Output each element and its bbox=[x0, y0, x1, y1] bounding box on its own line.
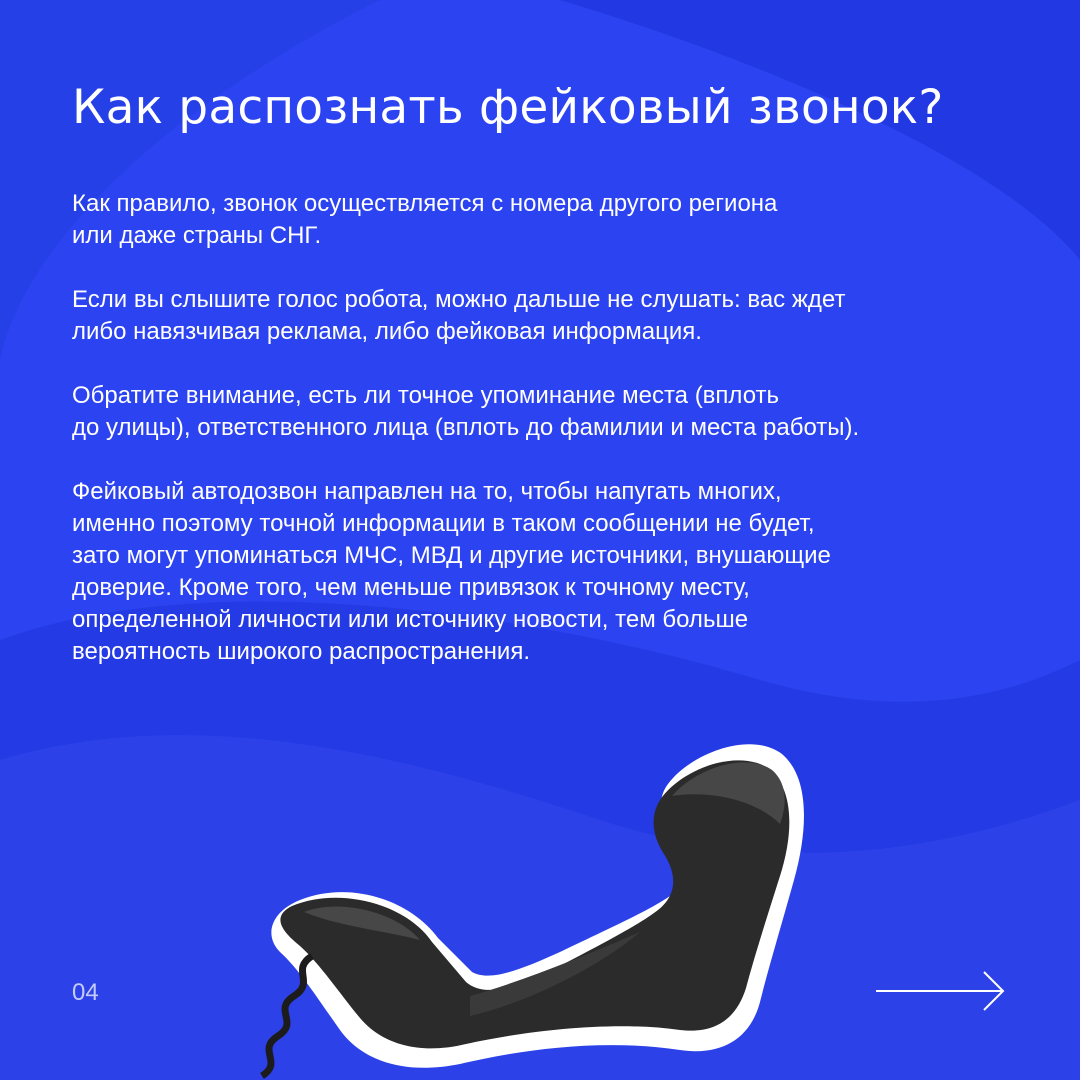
paragraph-2 bbox=[72, 284, 1032, 348]
paragraph-line: или даже страны СНГ. bbox=[72, 222, 322, 249]
paragraph-line: доверие. Кроме того, чем меньше привязок к точному месту, bbox=[72, 574, 750, 601]
paragraph-line: Фейковый автодозвон направлен на то, чтобы напугать многих, bbox=[72, 478, 782, 505]
paragraph-line: Как правило, звонок осуществляется с номера другого региона bbox=[72, 190, 778, 217]
paragraph-line: либо навязчивая реклама, либо фейковая информация. bbox=[72, 318, 702, 345]
paragraph-1 bbox=[72, 188, 1032, 252]
paragraph-4 bbox=[72, 476, 1032, 668]
handset-body bbox=[280, 760, 789, 1048]
paragraph-line: Если вы слышите голос робота, можно дальше не слушать: вас ждет bbox=[72, 286, 846, 313]
paragraph-line: определенной личности или источнику новости, тем больше bbox=[72, 606, 749, 633]
page-number: 04 bbox=[72, 979, 99, 1006]
paragraph-line: Обратите внимание, есть ли точное упоминание места (вплоть bbox=[72, 382, 780, 409]
paragraph-line: вероятность широкого распространения. bbox=[72, 638, 530, 665]
paragraph-3 bbox=[72, 380, 1032, 444]
handset-cord bbox=[262, 956, 312, 1076]
paragraph-line: зато могут упоминаться МЧС, МВД и другие источники, внушающие bbox=[72, 542, 831, 569]
page-title: Как распознать фейковый звонок? bbox=[72, 80, 944, 135]
arrow-right-icon[interactable] bbox=[872, 968, 1008, 1014]
telephone-handset-icon bbox=[220, 720, 820, 1080]
body-text bbox=[72, 188, 1032, 700]
paragraph-line: именно поэтому точной информации в таком сообщении не будет, bbox=[72, 510, 815, 537]
paragraph-line: до улицы), ответственного лица (вплоть до фамилии и места работы). bbox=[72, 414, 860, 441]
